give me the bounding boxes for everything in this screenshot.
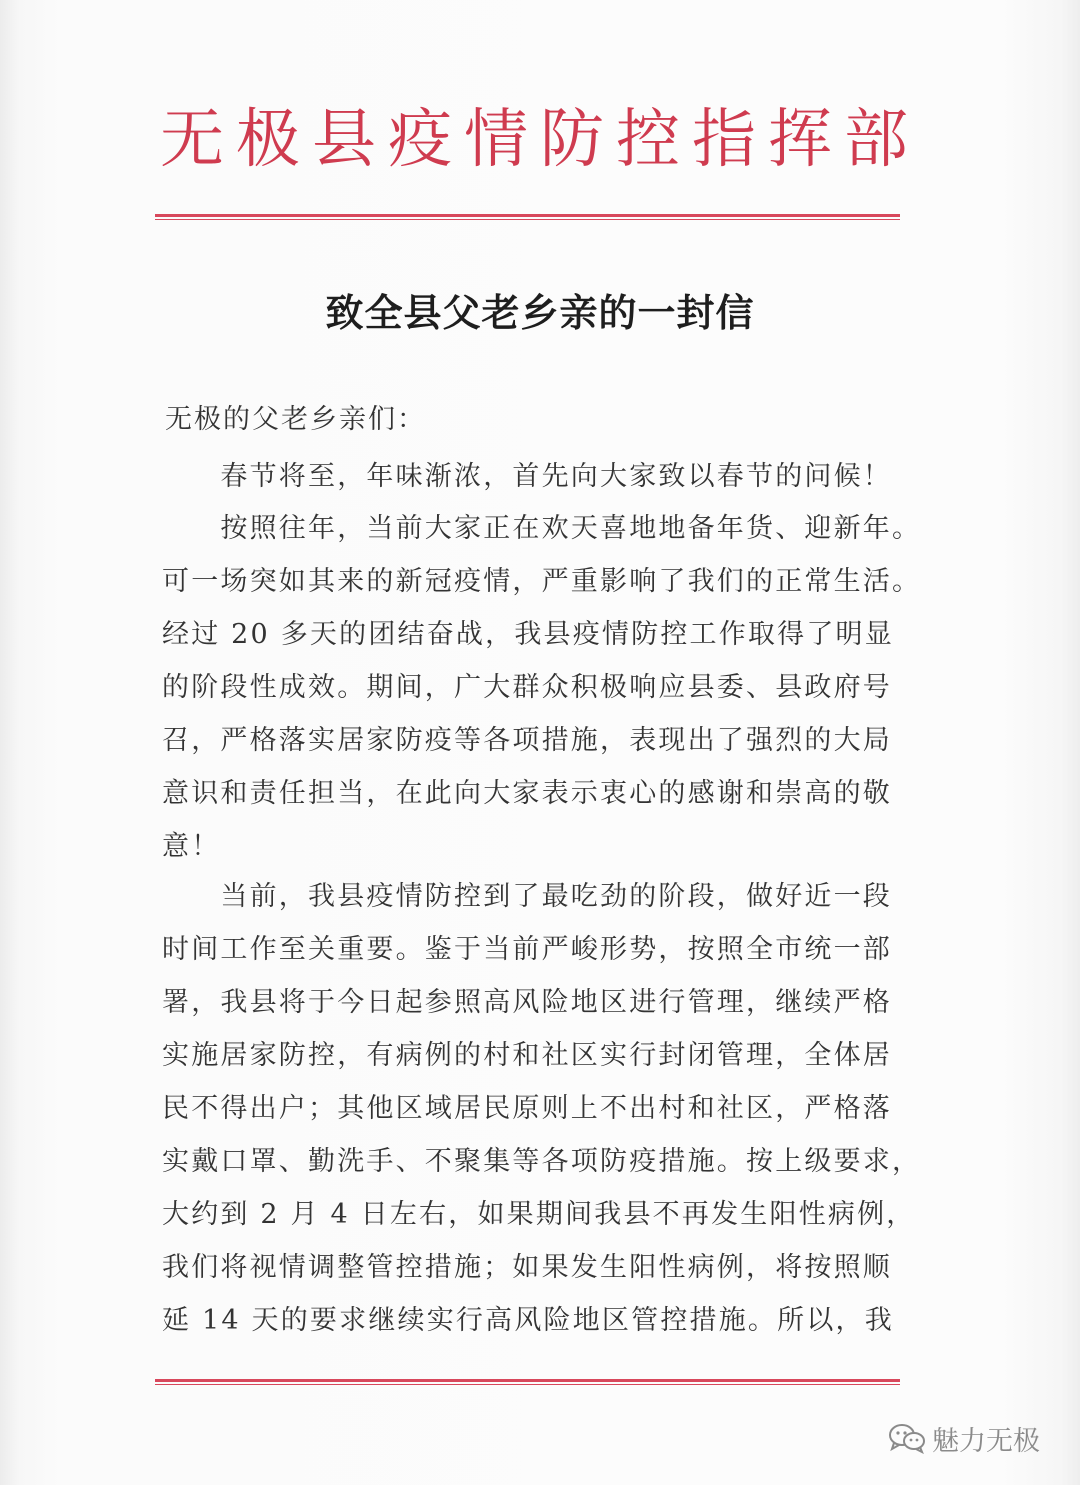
paragraph-line: 实施居家防控，有病例的村和社区实行封闭管理，全体居 — [162, 1040, 892, 1071]
issuing-organization-header: 无极县疫情防控指挥部 — [160, 103, 920, 177]
paragraph-3 — [162, 870, 921, 1347]
paragraph-line: 经过 20 多天的团结奋战，我县疫情防控工作取得了明显 — [162, 619, 894, 650]
paragraph-2 — [162, 502, 921, 873]
wechat-watermark — [888, 1418, 1040, 1458]
paragraph-line: 署，我县将于今日起参照高风险地区进行管理，继续严格 — [162, 987, 892, 1018]
paragraph-line: 意识和责任担当，在此向大家表示衷心的感谢和崇高的敬 — [162, 778, 892, 809]
paragraph-line: 按照往年，当前大家正在欢天喜地地备年货、迎新年。 — [162, 513, 922, 544]
paragraph-line: 我们将视情调整管控措施；如果发生阳性病例，将按照顺 — [162, 1252, 892, 1283]
watermark-label: 魅力无极 — [932, 1425, 1040, 1457]
paragraph-line: 可一场突如其来的新冠疫情，严重影响了我们的正常生活。 — [162, 566, 922, 597]
footer-red-rule — [155, 1379, 900, 1385]
paragraph-line: 的阶段性成效。期间，广大群众积极响应县委、县政府号 — [162, 672, 892, 703]
paragraph-line: 意！ — [162, 831, 221, 862]
header-red-rule — [155, 214, 900, 220]
letter-salutation: 无极的父老乡亲们： — [165, 404, 426, 435]
paragraph-line: 时间工作至关重要。鉴于当前严峻形势，按照全市统一部 — [162, 934, 892, 965]
letter-title: 致全县父老乡亲的一封信 — [325, 291, 755, 335]
paragraph-line: 春节将至，年味渐浓，首先向大家致以春节的问候！ — [162, 461, 892, 492]
paragraph-line: 大约到 2 月 4 日左右，如果期间我县不再发生阳性病例， — [162, 1199, 916, 1230]
paragraph-line: 召，严格落实居家防疫等各项措施，表现出了强烈的大局 — [162, 725, 892, 756]
paragraph-1 — [162, 450, 892, 503]
paragraph-line: 民不得出户；其他区域居民原则上不出村和社区，严格落 — [162, 1093, 892, 1124]
paragraph-line: 实戴口罩、勤洗手、不聚集等各项防疫措施。按上级要求， — [162, 1146, 922, 1177]
paragraph-line: 当前，我县疫情防控到了最吃劲的阶段，做好近一段 — [162, 881, 892, 912]
wechat-icon — [888, 1422, 926, 1454]
paragraph-line: 延 14 天的要求继续实行高风险地区管控措施。所以，我 — [162, 1305, 894, 1336]
